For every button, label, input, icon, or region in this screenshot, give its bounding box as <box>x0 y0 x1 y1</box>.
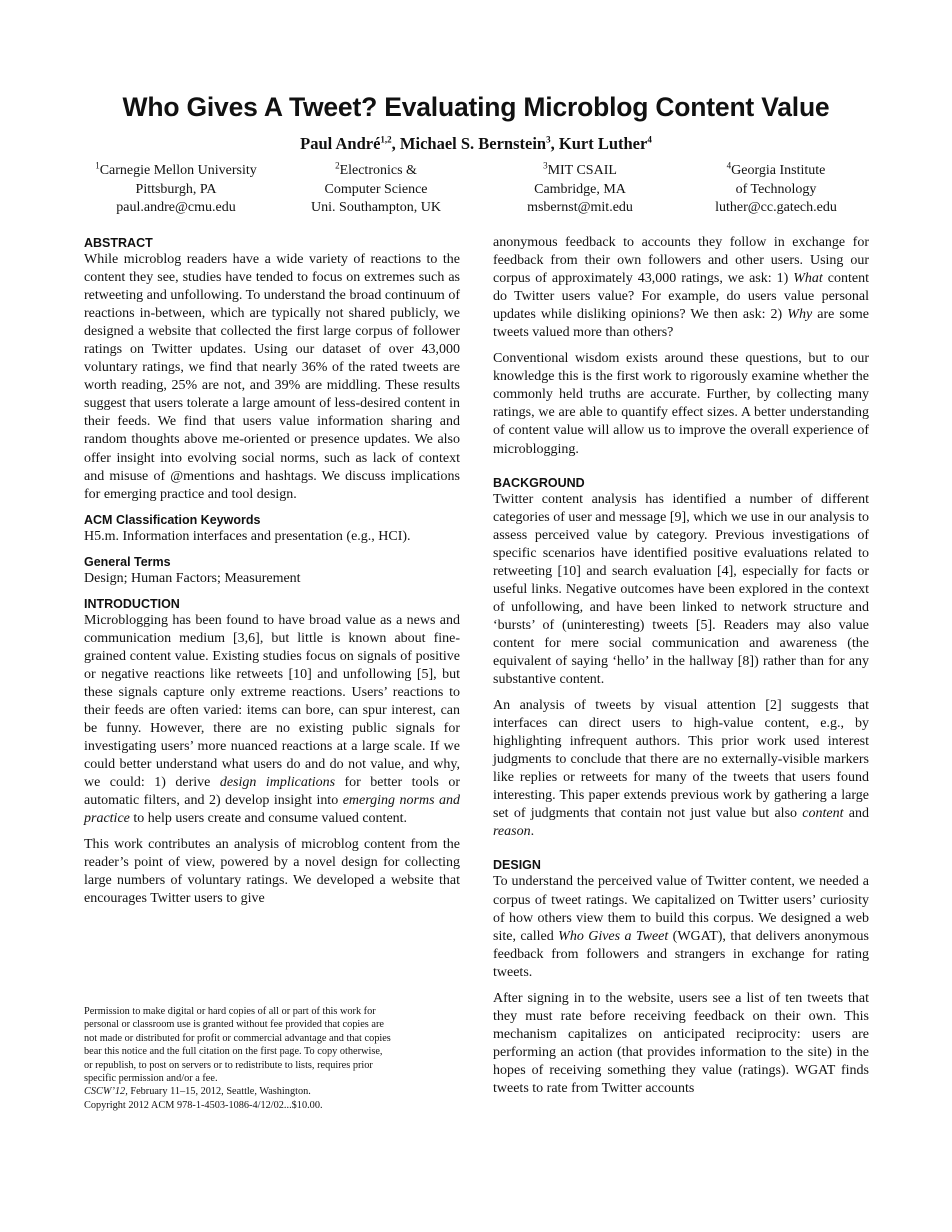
footnote-line: not made or distributed for profit or commercial advantage and that copies <box>84 1032 391 1044</box>
affiliation-text: msbernst@mit.edu <box>527 200 633 215</box>
background-heading: BACKGROUND <box>493 475 585 490</box>
introduction-paragraph-1 <box>84 612 460 829</box>
text-run: for better tools or automatic filters, and 2) develop insight into <box>84 775 460 809</box>
footnote-venue-name: CSCW’12, <box>84 1086 128 1098</box>
footnote-line: specific permission and/or a fee. <box>84 1073 218 1085</box>
affiliation-2 <box>266 162 486 218</box>
emphasis-text: emerging norms and practice <box>84 793 460 827</box>
affiliation-3 <box>470 162 690 218</box>
text-run: An analysis of tweets by visual attention [2] suggests that interfaces can direct users to high-value content, e.g., by highlighting infrequent authors. This prior work used interest judgments to conclude that there are no externally-visible markers like replies or retweets for many of the tweets that users found interesting. This paper extends previous work by gathering a large set of judgments that contain not just value but also <box>493 698 869 822</box>
paper-title: Who Gives A Tweet? Evaluating Microblog Content Value <box>122 92 830 122</box>
affiliation-line <box>666 199 886 218</box>
affiliation-marker: 1 <box>95 160 100 171</box>
text-run: (WGAT), that delivers anonymous feedback from followers and strangers in exchange for rating tweets. <box>493 928 869 980</box>
emphasis-text: content <box>802 806 844 822</box>
copyright-footnote <box>84 1005 460 1112</box>
text-run: are some tweets valued more than others? <box>493 307 869 341</box>
abstract-text: While microblog readers have a wide variety of reactions to the content they see, studies have tended to focus on extremes such as retweeting and unfollowing. To understand the broad continuum of reactions in-between, which are typically not shared publicly, we designed a website that collected the first large corpus of follower ratings on Twitter updates. Using our dataset of over 43,000 voluntary ratings, we find that nearly 36% of the rated tweets are worth reading, 25% are not, and 39% are middling. These results suggest that users tolerate a large amount of less-desired content in their feeds. We find that users value information sharing and random thoughts above me-oriented or presence updates. We also offer insight into evolving social norms, such as lack of context and misuse of @mentions and hashtags. We discuss implications for emerging practice and tool design. <box>84 252 460 502</box>
affiliation-line <box>66 181 286 200</box>
emphasis-text: design implications <box>219 775 336 791</box>
affiliation-marker: 3 <box>543 160 548 171</box>
text-run: content do Twitter users value? For example, do users value personal updates while disliking opinions? We then ask: 2) <box>493 271 869 323</box>
abstract-heading: ABSTRACT <box>84 236 153 250</box>
author-separator: , <box>391 134 400 153</box>
author-separator: , <box>550 134 559 153</box>
acm-keywords-text: H5.m. Information interfaces and presentation (e.g., HCI). <box>84 528 411 544</box>
author-name: Paul André <box>300 134 381 153</box>
affiliation-line <box>66 162 286 181</box>
text-run: and <box>843 806 869 822</box>
affiliation-text: Pittsburgh, PA <box>135 181 217 197</box>
design-paragraph-2: After signing in to the website, users see a list of ten tweets that they must rate before receiving feedback on their own. This mechanism capitalizes on anticipated reciprocity: users are performing an action (that provides information to the site) in the hopes of receiving something they value (ratings). WGAT finds tweets to rate from Twitter accounts <box>493 990 869 1096</box>
affiliation-text: Electronics & <box>339 163 417 178</box>
affiliation-4 <box>666 162 886 218</box>
affiliation-line <box>266 162 486 181</box>
footnote-line: Permission to make digital or hard copies of all or part of this work for <box>84 1006 376 1017</box>
affiliation-marker: 2 <box>335 160 340 171</box>
right-column <box>493 234 869 1106</box>
author-list <box>0 134 952 154</box>
background-paragraph-2 <box>493 697 869 841</box>
affiliation-line <box>266 181 486 200</box>
text-run: Microblogging has been found to have broad value as a news and communication medium [3,6], but little is known about fine-grained content value. Existing studies focus on signals of positive or negative reactions like retweets [10] and unfollowing [5], but these signals capture only extreme reactions. Users’ reactions to their feeds are often varied: items can bore, can spur interest, can be funny. However, there are no existing public signals for investigating users’ more nuanced reactions at a large scale. If we could better understand what users do and do not value, and why, we could: 1) derive <box>84 612 460 791</box>
affiliation-line <box>266 199 486 218</box>
author-affiliation-marker: 3 <box>546 134 551 145</box>
footnote-venue-details: February 11–15, 2012, Seattle, Washington. <box>127 1086 311 1098</box>
affiliation-line <box>666 181 886 200</box>
emphasis-text: Why <box>787 307 813 323</box>
emphasis-text: Who Gives a Tweet <box>558 928 669 944</box>
affiliation-text: MIT CSAIL <box>547 163 617 178</box>
text-run: to help users create and consume valued content. <box>129 811 408 827</box>
affiliation-text: Computer Science <box>324 181 428 197</box>
text-run: . <box>530 824 535 840</box>
footnote-venue <box>84 1085 460 1098</box>
affiliation-text: Carnegie Mellon University <box>99 163 257 178</box>
intro-continued-paragraph <box>493 234 869 342</box>
author-affiliation-marker: 4 <box>647 134 652 145</box>
affiliation-line <box>470 199 690 218</box>
author-affiliation-marker: 1,2 <box>380 134 392 145</box>
affiliation-text: of Technology <box>735 181 817 197</box>
affiliation-text: Uni. Southampton, UK <box>311 200 441 215</box>
author-name: Michael S. Bernstein <box>399 134 547 153</box>
affiliation-line <box>66 199 286 218</box>
affiliation-text: paul.andre@cmu.edu <box>116 200 236 215</box>
text-run: To understand the perceived value of Twitter content, we needed a corpus of tweet ratings. We capitalized on Twitter users’ curiosity of how others view them to build this corpus. We designed a web site, called <box>493 874 869 944</box>
affiliation-line <box>470 162 690 181</box>
footnote-line: bear this notice and the full citation on the first page. To copy otherwise, <box>84 1046 383 1058</box>
acm-keywords-heading: ACM Classification Keywords <box>84 512 261 527</box>
affiliation-1 <box>66 162 286 218</box>
general-terms-heading: General Terms <box>84 554 171 569</box>
affiliation-line <box>666 162 886 181</box>
author-name: Kurt Luther <box>558 134 648 153</box>
introduction-paragraph-2: This work contributes an analysis of microblog content from the reader’s point of view, powered by a novel design for collecting large numbers of voluntary ratings. We developed a website that encourages Twitter users to give <box>84 837 460 907</box>
footnote-line: personal or classroom use is granted without fee provided that copies are <box>84 1019 384 1031</box>
design-paragraph-1 <box>493 873 869 981</box>
emphasis-text: reason <box>493 824 531 840</box>
affiliation-marker: 4 <box>726 160 732 171</box>
intro-wisdom-paragraph: Conventional wisdom exists around these questions, but to our knowledge this is the first work to rigorously examine whether the commonly held truths are accurate. Further, by collecting many ratings, we are able to quantify effect sizes. A better understanding of content value will allow us to improve the overall experience of microblogging. <box>493 351 869 457</box>
text-run: anonymous feedback to accounts they follow in exchange for feedback from their own followers and other users. Using our corpus of approximately 43,000 ratings, we ask: 1) <box>493 235 869 287</box>
affiliation-text: Cambridge, MA <box>534 181 626 197</box>
footnote-copyright: Copyright 2012 ACM 978-1-4503-1086-4/12/02...$10.00. <box>84 1099 323 1111</box>
emphasis-text: What <box>793 271 823 287</box>
design-heading: DESIGN <box>493 858 541 873</box>
background-paragraph-1: Twitter content analysis has identified a number of different categories of user and message [9], which we use in our analysis to assess perceived value by category. Previous investigations of specific scenarios have identified positive evaluations related to retweeting [10] and search evaluation [4], especially for facts or useful links. Negative outcomes have been explored in the context of unfollowing, and have been linked to network structure and ‘bursts’ of (uninteresting) tweets [5]. Readers may also value content for mere social communication and awareness (the equivalent of saying ‘hello’ in the hallway [8]) rather than for any substantive content. <box>493 491 869 688</box>
left-column <box>84 234 460 917</box>
footnote-line: or republish, to post on servers or to redistribute to lists, requires prior <box>84 1059 373 1071</box>
affiliation-text: Georgia Institute <box>731 163 826 178</box>
affiliation-text: luther@cc.gatech.edu <box>715 200 837 215</box>
general-terms-text: Design; Human Factors; Measurement <box>84 570 301 586</box>
affiliation-line <box>470 181 690 200</box>
introduction-heading: INTRODUCTION <box>84 596 180 611</box>
